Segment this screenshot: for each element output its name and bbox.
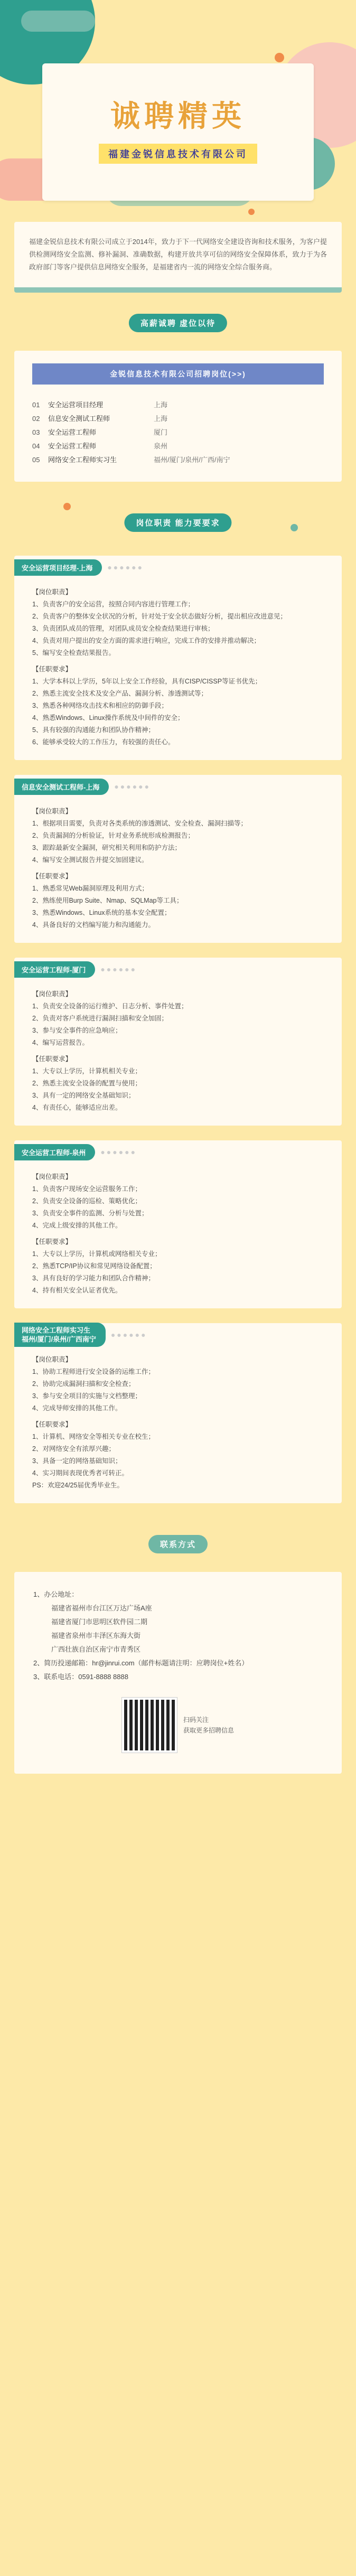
jobs-heading-row (0, 482, 356, 556)
contact-heading: 联系方式 (148, 1535, 208, 1553)
openings-heading-row (0, 293, 356, 351)
openings-bar: 金锐信息技术有限公司招聘岗位(>>) (32, 363, 324, 385)
email-line: 2、简历投递邮箱：hr@jinrui.com（邮件标题请注明：应聘岗位+姓名） (33, 1659, 249, 1667)
job-section-label: 【岗位职责】 (32, 808, 72, 815)
qr-code-icon[interactable] (122, 1698, 177, 1753)
opening-location: 厦门 (154, 428, 168, 436)
job-requirement: PS：欢迎24/25届优秀毕业生。 (32, 1482, 124, 1489)
opening-location: 上海 (154, 415, 168, 423)
job-requirement: 1、大专以上学历，计算机或网络相关专业； (32, 1250, 162, 1258)
job-requirement: 1、计算机、网络安全等相关专业在校生； (32, 1433, 155, 1440)
job-requirement: 2、负责漏洞的分析验证，针对业务系统形成检测报告； (32, 832, 194, 839)
job-card (14, 775, 342, 943)
job-section-label: 【岗位职责】 (32, 990, 72, 998)
office-list (33, 1601, 323, 1656)
jobs-list (0, 556, 356, 1503)
opening-row[interactable] (32, 453, 324, 467)
job-header (14, 775, 342, 798)
job-section-label: 【岗位职责】 (32, 1173, 72, 1181)
job-requirement: 3、负责团队成员的管理，对团队成员安全检查结果进行审核； (32, 625, 214, 632)
openings-panel (14, 351, 342, 482)
phone-line: 3、联系电话：0591-8888 8888 (33, 1673, 128, 1681)
job-requirement: 2、负责对客户系统进行漏洞扫描和安全加固； (32, 1015, 168, 1022)
company-intro: 福建金锐信息技术有限公司成立于2014年，致力于下一代网络安全建设咨询和技术服务，为客户提供检测网络安全监测、修补漏洞、准确数据，构建开放共享可信的网络安全保障体系，致力于为各政府部门等客户提供信息网络安全服务，是福建省内一流的网络安全综合服务商。 (14, 222, 342, 293)
job-section-label: 【任职要求】 (32, 873, 72, 880)
qr-block (33, 1698, 323, 1753)
opening-title: 安全运营工程师 (48, 428, 97, 436)
job-requirement: 3、负责安全事件的监测、分析与处置； (32, 1210, 148, 1217)
job-requirement: 4、负责对用户提出的安全方面的需求进行响应，完成工作的安排并推动解决； (32, 637, 260, 644)
job-requirement: 1、负责客户的安全运营，按照合同内容进行管理工作； (32, 601, 194, 608)
job-body (14, 1164, 342, 1297)
job-requirement: 4、熟悉Windows、Linux操作系统及中间件的安全； (32, 714, 184, 722)
job-requirement: 3、参与安全项目的实施与文档整理； (32, 1392, 142, 1400)
job-requirement: 4、完成上级安排的其他工作。 (32, 1222, 122, 1229)
job-title: 安全运营工程师-厦门 (14, 961, 95, 978)
job-requirement: 3、具有良好的学习能力和团队合作精神； (32, 1275, 155, 1282)
job-card (14, 556, 342, 760)
job-card (14, 1140, 342, 1308)
page-title: 诚聘精英 (110, 99, 246, 133)
job-requirement: 4、持有相关安全认证者优先。 (32, 1287, 122, 1294)
job-requirement: 5、具有较强的沟通能力和团队协作精神； (32, 726, 155, 734)
decor-dot (248, 209, 255, 215)
dots-icon: ●●●●●● (110, 1331, 147, 1339)
job-requirement: 1、根据项目需要，负责对各类系统的渗透测试、安全检查、漏洞扫描等； (32, 820, 247, 827)
office-address: 福建省泉州市丰泽区东海大街 (51, 1632, 141, 1640)
job-card (14, 1323, 342, 1503)
job-header (14, 1323, 342, 1346)
job-body (14, 798, 342, 931)
job-requirement: 1、负责客户现场安全运营服务工作； (32, 1185, 142, 1193)
openings-list (32, 398, 324, 467)
job-requirement: 4、编写运营报告。 (32, 1039, 89, 1046)
job-header (14, 1140, 342, 1164)
job-requirement: 3、具备一定的网络基础知识； (32, 1457, 122, 1465)
job-requirement: 2、熟练使用Burp Suite、Nmap、SQLMap等工具； (32, 897, 183, 904)
opening-number: 02 (32, 415, 40, 423)
decor-dot (275, 53, 284, 62)
opening-location: 上海 (154, 401, 168, 409)
opening-number: 03 (32, 428, 40, 436)
hero-banner (0, 0, 356, 222)
contact-heading-row (0, 1503, 356, 1572)
job-requirement: 3、熟悉各种网络攻击技术和相应的防御手段； (32, 702, 168, 709)
job-requirement: 2、熟悉主流安全技术及安全产品、漏洞分析、渗透测试等； (32, 690, 208, 697)
job-requirement: 2、负责客户的整体安全状况的分析，针对处于安全状态做好分析，提出相应改进意见； (32, 613, 287, 620)
opening-location: 泉州 (154, 442, 168, 450)
dots-icon: ●●●●●● (107, 563, 144, 572)
company-name: 福建金锐信息技术有限公司 (99, 144, 257, 164)
job-header (14, 958, 342, 981)
opening-title: 网络安全工程师实习生 (48, 456, 117, 464)
job-title: 网络安全工程师实习生 福州/厦门/泉州/广西南宁 (14, 1323, 106, 1347)
job-section-label: 【岗位职责】 (32, 1356, 72, 1363)
job-requirement: 2、熟悉主流安全设备的配置与使用； (32, 1080, 142, 1087)
job-requirement: 1、协助工程师进行安全设备的运维工作； (32, 1368, 155, 1375)
opening-row[interactable] (32, 439, 324, 453)
job-section-label: 【任职要求】 (32, 666, 72, 673)
job-body (14, 579, 342, 748)
job-requirement: 6、能够承受较大的工作压力，有较强的责任心。 (32, 738, 175, 746)
job-requirement: 2、协助完成漏洞扫描和安全检查； (32, 1380, 135, 1388)
decor-blob (21, 11, 95, 32)
job-title: 安全运营工程师-泉州 (14, 1144, 95, 1160)
job-requirement: 4、具备良好的文档编写能力和沟通能力。 (32, 921, 155, 929)
job-requirement: 3、跟踪最新安全漏洞，研究相关利用和防护方法； (32, 844, 181, 851)
job-section-label: 【任职要求】 (32, 1421, 72, 1428)
job-requirement: 3、参与安全事件的应急响应； (32, 1027, 122, 1034)
office-address: 福建省福州市台江区万达广场A座 (51, 1604, 152, 1612)
job-requirement: 4、实习期间表现优秀者可转正。 (32, 1469, 128, 1477)
office-address: 福建省厦门市思明区软件园二期 (51, 1618, 148, 1626)
opening-row[interactable] (32, 426, 324, 439)
job-requirement: 1、熟悉常见Web漏洞原理及利用方式； (32, 885, 148, 892)
decor-dot (63, 503, 71, 510)
job-requirement: 2、熟悉TCP/IP协议和常见网络设备配置； (32, 1262, 156, 1270)
job-section-label: 【岗位职责】 (32, 588, 72, 596)
job-title: 信息安全测试工程师-上海 (14, 779, 109, 795)
job-requirement: 4、有责任心，能够适应出差。 (32, 1104, 122, 1111)
office-label: 1、办公地址： (33, 1590, 79, 1598)
job-body (14, 1346, 342, 1492)
dots-icon: ●●●●●● (114, 782, 151, 791)
opening-title: 安全运营工程师 (48, 442, 97, 450)
job-requirement: 2、对网络安全有浓厚兴趣； (32, 1445, 115, 1453)
dots-icon: ●●●●●● (100, 1148, 137, 1156)
opening-title: 信息安全测试工程师 (48, 415, 110, 423)
office-address: 广西壮族自治区南宁市青秀区 (51, 1645, 141, 1653)
jobs-heading: 岗位职责 能力要要求 (124, 513, 231, 532)
opening-title: 安全运营项目经理 (48, 401, 104, 409)
job-requirement: 3、熟悉Windows、Linux系统的基本安全配置； (32, 909, 171, 916)
contact-panel (14, 1572, 342, 1774)
job-requirement: 1、大专以上学历，计算机相关专业； (32, 1067, 142, 1075)
opening-row[interactable] (32, 412, 324, 426)
job-requirement: 1、大学本科以上学历，5年以上安全工作经验，具有CISP/CISSP等证书优先； (32, 678, 262, 685)
job-card (14, 958, 342, 1126)
job-header (14, 556, 342, 579)
job-requirement: 2、负责安全设备的巡检、策略优化； (32, 1197, 142, 1205)
job-section-label: 【任职要求】 (32, 1055, 72, 1063)
hero-card (42, 63, 314, 201)
job-title: 安全运营项目经理-上海 (14, 559, 102, 576)
job-requirement: 5、编写安全检查结果报告。 (32, 649, 115, 657)
decor-dot (291, 524, 298, 531)
openings-heading: 高薪诚聘 虚位以待 (129, 314, 227, 332)
qr-caption: 扫码关注 获取更多招聘信息 (183, 1716, 234, 1734)
job-section-label: 【任职要求】 (32, 1238, 72, 1245)
job-requirement: 4、完成导师安排的其他工作。 (32, 1404, 122, 1412)
job-requirement: 3、具有一定的网络安全基础知识； (32, 1092, 135, 1099)
job-body (14, 981, 342, 1114)
opening-row[interactable] (32, 398, 324, 412)
opening-number: 04 (32, 442, 40, 450)
job-requirement: 1、负责安全设备的运行维护、日志分析、事件处置； (32, 1003, 188, 1010)
opening-number: 05 (32, 456, 40, 464)
job-requirement: 4、编写安全测试报告并提交加固建议。 (32, 856, 148, 864)
opening-number: 01 (32, 401, 40, 409)
dots-icon: ●●●●●● (100, 965, 137, 973)
opening-location: 福州/厦门/泉州/广西/南宁 (154, 456, 230, 464)
